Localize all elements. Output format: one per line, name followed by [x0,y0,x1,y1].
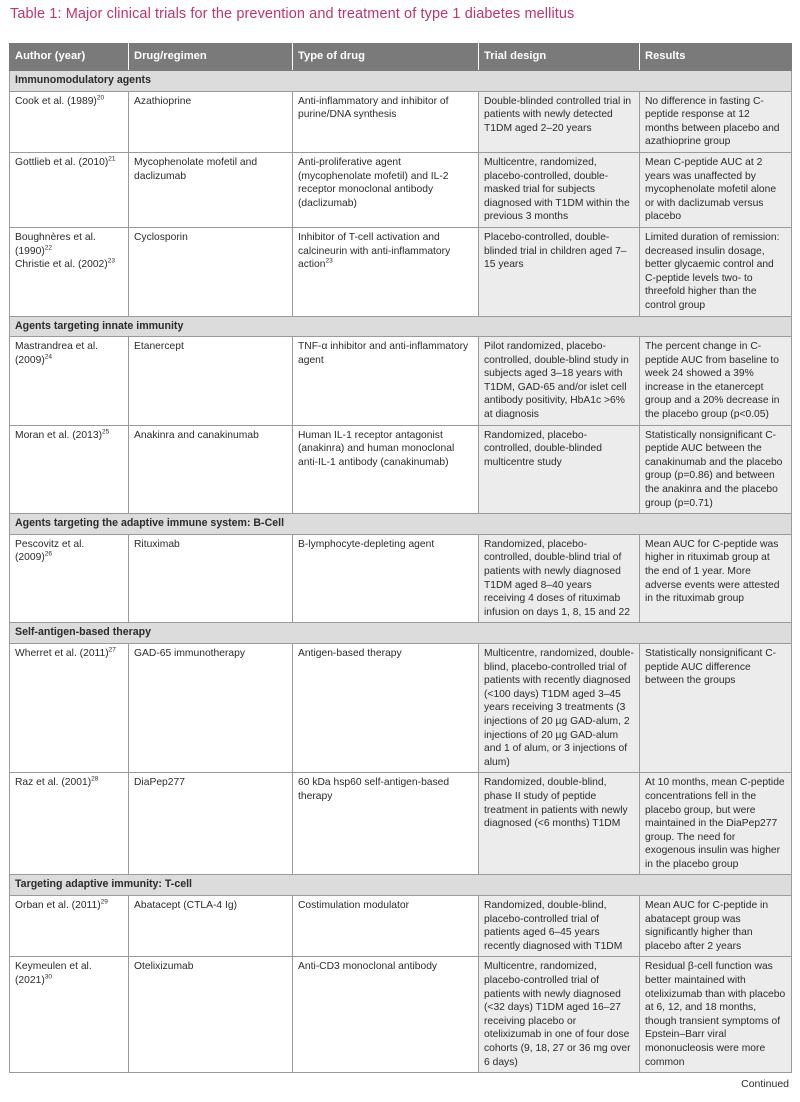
design-cell: Multicentre, randomized, placebo-controlled trial of patients with newly diagnosed (<32 days) T1DM aged 16–27 receiving placebo or otelixizumab in one of four dose cohorts (9, 18, 27 or 36 mg over 6 days) [479,957,640,1073]
author-cell [10,91,129,152]
drug-cell: DiaPep277 [129,773,293,875]
design-cell: Randomized, double-blind, phase II study of peptide treatment in patients with newly diagnosed (<6 months) T1DM [479,773,640,875]
table-row [10,643,792,772]
results-cell: Mean C-peptide AUC at 2 years was unaffected by mycophenolate mofetil alone or with daclizumab versus placebo [640,152,792,227]
section-row [10,71,792,92]
results-cell: Mean AUC for C-peptide in abatacept group was significantly higher than placebo after 2 years [640,896,792,957]
type-cell [293,337,479,426]
table-row [10,91,792,152]
author-name: Boughnères et al. (1990) [15,231,96,257]
header-author: Author (year) [10,44,129,71]
table-title: Table 1: Major clinical trials for the prevention and treatment of type 1 diabetes mellitus [10,6,575,22]
section-label: Agents targeting the adaptive immune system: B-Cell [10,514,792,535]
reference-number: 22 [44,244,52,252]
section-row [10,316,792,337]
type-text: Anti-inflammatory and inhibitor of purine/DNA synthesis [298,95,449,121]
table-body [10,71,792,1073]
table-row [10,957,792,1073]
results-cell: Residual β-cell function was better maintained with otelixizumab than with placebo at 6, 12, and 18 months, though transient symptoms of Epstein–Barr viral mononucleosis were more common [640,957,792,1073]
reference-number: 24 [44,353,52,361]
drug-cell: Anakinra and canakinumab [129,425,293,514]
results-cell: Statistically nonsignificant C-peptide AUC difference between the groups [640,643,792,772]
reference-number: 20 [96,94,105,102]
table-row [10,773,792,875]
reference-number: 23 [325,257,333,265]
section-row [10,623,792,644]
reference-number: 29 [100,898,108,906]
author-cell [10,152,129,227]
header-drug: Drug/regimen [129,44,293,71]
type-text: Inhibitor of T-cell activation and calcineurin with anti-inflammatory action [298,231,451,271]
author-name: Orban et al. (2011) [15,900,101,912]
type-text: TNF-α inhibitor and anti-inflammatory agent [298,341,469,366]
drug-cell: Azathioprine [129,91,293,152]
author-name: Moran et al. (2013) [15,429,102,441]
design-cell: Randomized, placebo-controlled, double-blinded multicentre study [479,425,640,514]
reference-number: 27 [108,646,116,654]
type-cell [293,91,479,152]
author-name: Cook et al. (1989) [15,95,97,107]
type-cell [293,425,479,514]
table-row [10,896,792,957]
results-cell: The percent change in C-peptide AUC from baseline to week 24 showed a 39% increase in the etanercept group and a 20% decrease in the placebo group (p<0.05) [640,337,792,426]
type-text: Antigen-based therapy [298,647,402,659]
author-cell [10,643,129,772]
type-cell [293,643,479,772]
reference-number: 23 [107,257,115,265]
drug-cell: Etanercept [129,337,293,426]
author-cell [10,227,129,316]
results-cell: No difference in fasting C-peptide response at 12 months between placebo and azathioprine group [640,91,792,152]
section-label: Self-antigen-based therapy [10,623,792,644]
type-cell [293,773,479,875]
continued-label: Continued [741,1078,789,1090]
table-header-row [10,44,792,71]
results-cell: Mean AUC for C-peptide was higher in rituximab group at the end of 1 year. More adverse events were attested in the rituximab group [640,534,792,623]
type-cell [293,152,479,227]
author-cell [10,773,129,875]
type-cell [293,227,479,316]
design-cell: Multicentre, randomized, placebo-controlled, double-masked trial for subjects diagnosed with T1DM within the previous 3 months [479,152,640,227]
table-row [10,152,792,227]
type-cell [293,896,479,957]
drug-cell: Rituximab [129,534,293,623]
author-name: Keymeulen et al.(2021) [15,961,92,987]
section-row [10,875,792,896]
results-cell: Statistically nonsignificant C-peptide AUC between the canakinumab and the placebo group (p=0.86) and between the anakinra and the placebo group (p=0.71) [640,425,792,514]
header-design: Trial design [479,44,640,71]
design-cell: Pilot randomized, placebo-controlled, double-blind study in subjects aged 3–18 years with T1DM, GAD-65 and/or islet cell antibody positivity, HbA1c >6% at diagnosis [479,337,640,426]
author-name: Mastrandrea et al. (2009) [15,341,98,366]
design-cell: Double-blinded controlled trial in patients with newly detected T1DM aged 2–20 years [479,91,640,152]
drug-cell: Cyclosporin [129,227,293,316]
type-cell [293,957,479,1073]
table-row [10,425,792,514]
author-cell [10,957,129,1073]
reference-number: 30 [44,973,52,981]
design-cell: Multicentre, randomized, double-blind, placebo-controlled trial of patients with recently diagnosed (<100 days) T1DM aged 3–45 years receiving 3 treatments (3 injections of 20 µg GAD-alum, 2 injections of 20 µg GAD-alum and 1 of alum, or 3 injections of alum) [479,643,640,772]
author-cell [10,896,129,957]
section-label: Immunomodulatory agents [10,71,792,92]
author-name: Pescovitz et al. (2009) [15,538,85,564]
author-name: Gottlieb et al. (2010) [15,156,109,168]
table-row [10,227,792,316]
drug-cell: Mycophenolate mofetil and daclizumab [129,152,293,227]
clinical-trials-table [9,43,792,1073]
results-cell: At 10 months, mean C-peptide concentrations fell in the placebo group, but were maintained in the DiaPep277 group. The need for exogenous insulin was higher in the placebo group [640,773,792,875]
type-text: Anti-proliferative agent (mycophenolate mofetil) and IL-2 receptor monoclonal antibody (daclizumab) [298,156,449,209]
reference-number: 26 [44,550,52,558]
results-cell: Limited duration of remission: decreased insulin dosage, better glycaemic control and C-peptide levels two- to threefold higher than the control group [640,227,792,316]
section-label: Agents targeting innate immunity [10,316,792,337]
author-cell [10,425,129,514]
type-text: B-lymphocyte-depleting agent [298,538,435,550]
design-cell: Randomized, placebo-controlled, double-blind trial of patients with newly diagnosed T1DM aged 8–40 years receiving 4 doses of rituximab infusion on days 1, 8, 15 and 22 [479,534,640,623]
reference-number: 25 [102,428,110,436]
drug-cell: Abatacept (CTLA-4 Ig) [129,896,293,957]
drug-cell: GAD-65 immunotherapy [129,643,293,772]
author-cell [10,337,129,426]
type-text: Costimulation modulator [298,900,410,912]
author-cell [10,534,129,623]
type-text: 60 kDa hsp60 self-antigen-based therapy [298,777,450,802]
author-name: Christie et al. (2002) [15,259,108,271]
author-name: Wherret et al. (2011) [15,647,109,659]
type-cell [293,534,479,623]
table-row [10,337,792,426]
author-name: Raz et al. (2001) [15,777,92,789]
design-cell: Randomized, double-blind, placebo-controlled trial of patients aged 6–45 years recently diagnosed with T1DM [479,896,640,957]
design-cell: Placebo-controlled, double-blinded trial in children aged 7–15 years [479,227,640,316]
section-label: Targeting adaptive immunity: T-cell [10,875,792,896]
header-type: Type of drug [293,44,479,71]
type-text: Human IL-1 receptor antagonist (anakinra) and human monoclonal anti-IL-1 antibody (canakinumab) [298,429,455,468]
header-results: Results [640,44,792,71]
reference-number: 21 [108,155,116,163]
reference-number: 28 [91,775,99,783]
type-text: Anti-CD3 monoclonal antibody [298,961,438,973]
table-row [10,534,792,623]
drug-cell: Otelixizumab [129,957,293,1073]
section-row [10,514,792,535]
